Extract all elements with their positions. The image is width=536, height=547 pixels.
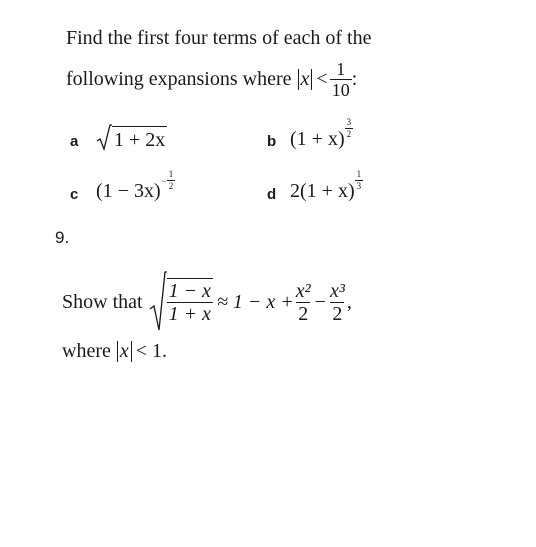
term1-numerator: x² [295, 279, 311, 302]
approx-expression: ≈ 1 − x + [216, 290, 294, 313]
intro-line-2-text: following expansions where [66, 68, 292, 90]
less-than: < [316, 68, 328, 90]
trailing-comma: , [346, 290, 352, 313]
part-a-expression [96, 124, 167, 152]
show-that-line [62, 271, 352, 333]
abs-x: x [298, 69, 313, 90]
colon: : [351, 68, 358, 90]
intro-line-1: Find the first four terms of each of the [66, 27, 372, 49]
part-b-exponent [345, 118, 354, 139]
bound-denominator: 10 [331, 80, 350, 100]
part-c-expression [96, 168, 175, 203]
part-a-label: a [70, 133, 79, 150]
minus-sign: − [314, 290, 326, 313]
term2-fraction [328, 281, 347, 324]
term1-fraction [294, 281, 313, 324]
part-d-exponent [355, 170, 364, 191]
sqrt-frac-numerator: 1 − x [168, 280, 211, 302]
sqrt-frac-denominator: 1 + x [168, 303, 211, 325]
term2-denominator: 2 [332, 302, 343, 325]
bound-fraction [330, 60, 352, 99]
part-c-exp-den: 2 [168, 181, 174, 191]
part-c-exp-sign: − [161, 176, 167, 186]
part-d-exp-num: 1 [356, 169, 362, 179]
part-c-exponent [167, 170, 176, 191]
where-line [62, 340, 167, 363]
part-c-label: c [70, 186, 79, 203]
part-b-label: b [267, 133, 277, 150]
bound-numerator: 1 [336, 59, 346, 79]
sqrt-fraction [167, 278, 213, 324]
intro-line-2 [66, 60, 357, 99]
part-b-exp-den: 2 [346, 129, 352, 139]
part-c-base: (1 − 3x) [96, 180, 161, 202]
where-text: where [62, 340, 111, 362]
sqrt-icon [149, 271, 167, 333]
part-d-expression [290, 170, 363, 203]
part-d-base: 2(1 + x) [290, 180, 355, 202]
part-d-label: d [267, 186, 277, 203]
part-b-expression [290, 118, 353, 151]
part-b-exp-num: 3 [346, 117, 352, 127]
part-c-exp-num: 1 [168, 169, 174, 179]
question-number: 9. [55, 228, 70, 247]
part-a-radicand: 1 + 2x [112, 126, 167, 152]
part-d-exp-den: 3 [356, 181, 362, 191]
condition-text: < 1. [135, 340, 168, 362]
term2-numerator: x³ [329, 279, 345, 302]
abs-x-condition: x [117, 341, 132, 362]
part-b-base: (1 + x) [290, 128, 345, 150]
term1-denominator: 2 [298, 302, 309, 325]
show-that-text: Show that [62, 290, 143, 313]
sqrt-icon [96, 124, 112, 152]
